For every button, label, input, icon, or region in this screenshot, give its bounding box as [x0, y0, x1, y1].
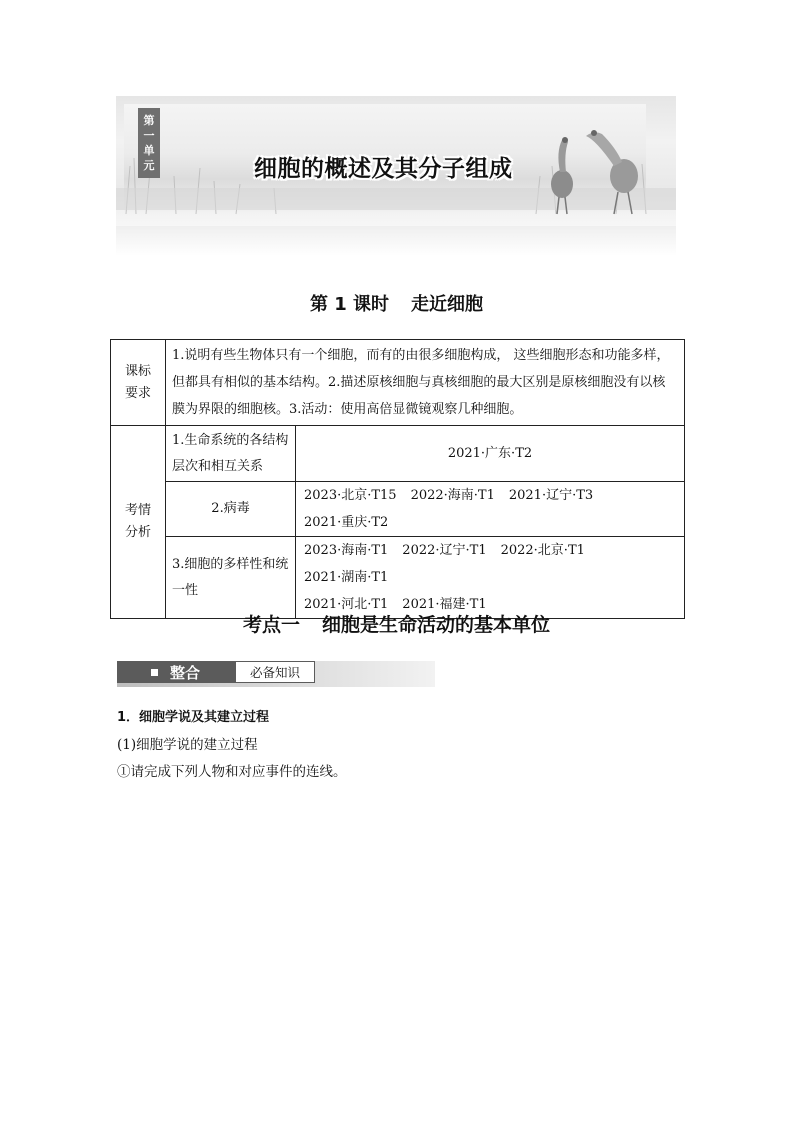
header-line: 课标	[124, 363, 151, 379]
tag-integrate-label: 整合	[170, 663, 201, 682]
analysis-exams	[296, 482, 685, 537]
analysis-topic: 3.细胞的多样性和统一性	[166, 537, 296, 619]
analysis-topic: 1.生命系统的各结构层次和相互关系	[166, 426, 296, 482]
exam-ref: 2021·河北·T1	[304, 597, 389, 612]
exam-ref: 2021·福建·T1	[402, 597, 487, 612]
analysis-exams	[296, 426, 685, 482]
unit-tag	[138, 108, 160, 178]
unit-banner	[116, 96, 676, 226]
section-title	[0, 610, 793, 637]
analysis-topic: 2.病毒	[166, 482, 296, 537]
unit-char: 元	[143, 159, 155, 172]
header-line: 要求	[124, 385, 151, 401]
subheading-establishment: (1)细胞学说的建立过程	[117, 737, 258, 753]
unit-title: 细胞的概述及其分子组成	[254, 156, 513, 182]
section-tag-bar	[117, 661, 435, 687]
square-bullet-icon	[151, 669, 158, 676]
exam-ref: 2022·海南·T1	[410, 488, 495, 503]
exam-ref: 2021·辽宁·T3	[508, 488, 594, 503]
banner-reflection	[116, 226, 676, 256]
header-line: 考情	[124, 503, 151, 518]
exam-ref: 2021·广东·T2	[447, 446, 533, 461]
analysis-row	[111, 537, 685, 619]
tag-essential-knowledge: 必备知识	[235, 661, 315, 683]
unit-char: 单	[143, 144, 155, 157]
analysis-exams	[296, 537, 685, 619]
lesson-number: 第 1 课时	[309, 294, 390, 315]
requirements-row	[111, 340, 685, 426]
heading-cell-theory: 1．细胞学说及其建立过程	[117, 710, 270, 725]
requirements-header	[111, 340, 166, 426]
lesson-title	[0, 290, 793, 316]
analysis-row	[111, 482, 685, 537]
tag-integrate	[117, 661, 235, 683]
requirements-text: 1.说明有些生物体只有一个细胞，而有的由很多细胞构成， 这些细胞形态和功能多样，但都具有相似的基本结构。2.描述原核细胞与真核细胞的最大区别是原核细胞没有以核膜为界限的细胞核。3.活动：使用高倍显微镜观察几种细胞。	[166, 340, 685, 426]
exam-ref: 2023·北京·T15	[304, 488, 397, 503]
analysis-header	[111, 426, 166, 619]
section-name: 细胞是生命活动的基本单位	[322, 614, 551, 636]
analysis-row	[111, 426, 685, 482]
unit-char: 一	[143, 129, 155, 142]
curriculum-table	[110, 339, 685, 619]
unit-char: 第	[143, 114, 155, 127]
exam-ref: 2021·重庆·T2	[304, 515, 389, 530]
exam-ref: 2023·海南·T1	[304, 543, 389, 558]
lesson-name: 走近细胞	[411, 294, 484, 315]
instruction-matching: ①请完成下列人物和对应事件的连线。	[117, 764, 347, 780]
exam-ref: 2022·北京·T1	[500, 543, 585, 558]
header-line: 分析	[124, 525, 151, 540]
section-number: 考点一	[242, 614, 300, 636]
exam-ref: 2022·辽宁·T1	[402, 543, 487, 558]
exam-ref: 2021·湖南·T1	[304, 570, 389, 585]
